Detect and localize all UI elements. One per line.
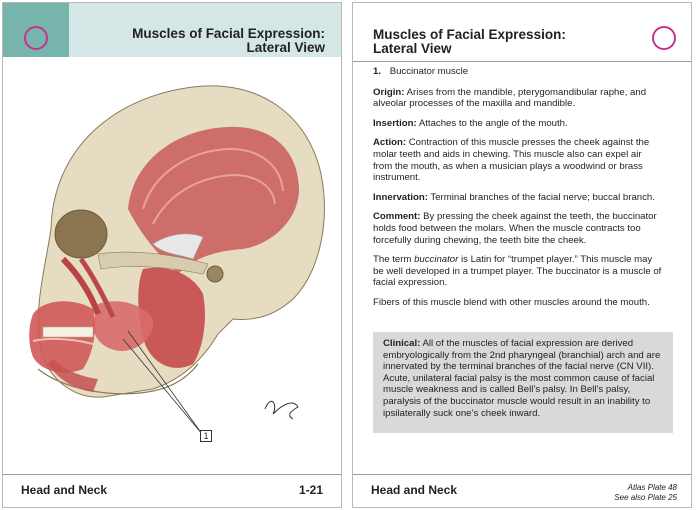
front-title-line2: Lateral View bbox=[246, 40, 325, 55]
back-title-line2: Lateral View bbox=[373, 41, 452, 56]
front-title bbox=[132, 27, 325, 55]
back-footer-section: Head and Neck bbox=[371, 483, 458, 497]
footer-rule bbox=[3, 474, 341, 475]
clinical-box bbox=[373, 332, 673, 433]
orbit bbox=[55, 210, 107, 258]
front-footer-section: Head and Neck bbox=[21, 483, 108, 497]
description-body bbox=[373, 66, 663, 317]
front-card-number: 1-21 bbox=[298, 483, 323, 497]
latin-word: buccinator bbox=[414, 254, 459, 266]
latin-post: is Latin for “trumpet player.” This muscle may be well developed in a trumpet player. The buccinator is a muscle of facial expression. bbox=[373, 254, 662, 289]
insertion-label: Insertion: bbox=[373, 117, 417, 129]
innervation-label: Innervation: bbox=[373, 191, 428, 203]
action-paragraph bbox=[373, 137, 663, 183]
header-rule bbox=[353, 61, 691, 62]
muscle-number: 1. bbox=[373, 66, 382, 77]
back-title bbox=[373, 28, 566, 56]
comment-paragraph bbox=[373, 211, 663, 246]
innervation-paragraph bbox=[373, 192, 663, 204]
circle-marker-icon bbox=[652, 26, 676, 50]
latin-paragraph bbox=[373, 254, 663, 289]
clinical-text: All of the muscles of facial expression are derived embryologically from the 2nd pharyngeal (branchial) arch and are innervated by the terminal branches of the facial nerve (CN VII). Acute, unilateral facial palsy is the most common cause of facial muscle weakness and is called Bell’s palsy. In Bell’s palsy, paralysis of the buccinator muscle would result in an inability to ipsilaterally suck one’s cheek inward. bbox=[383, 338, 661, 419]
action-text: Contraction of this muscle presses the cheek against the molar teeth and aids in chewing. This muscle also can expel air from the mouth, as when a musician plays a woodwind or brass instrument. bbox=[373, 137, 650, 184]
comment-text: By pressing the cheek against the teeth, the buccinator holds food between the molars. When the muscle contracts too forcefully during chewing, the teeth bite the cheek. bbox=[373, 211, 657, 246]
fibers-paragraph: Fibers of this muscle blend with other muscles around the mouth. bbox=[373, 296, 650, 308]
callout-label: 1 bbox=[200, 430, 212, 442]
front-title-line1: Muscles of Facial Expression: bbox=[132, 26, 325, 41]
circle-marker-icon bbox=[24, 26, 48, 50]
footer-rule bbox=[353, 474, 691, 475]
back-card bbox=[352, 2, 692, 508]
back-title-line1: Muscles of Facial Expression: bbox=[373, 27, 566, 42]
skull-muscle-illustration bbox=[3, 59, 341, 471]
artist-signature bbox=[265, 401, 298, 419]
origin-label: Origin: bbox=[373, 86, 405, 98]
origin-paragraph bbox=[373, 87, 663, 110]
insertion-paragraph bbox=[373, 118, 663, 130]
see-also-plate: See also Plate 25 bbox=[614, 493, 677, 502]
innervation-text: Terminal branches of the facial nerve; buccal branch. bbox=[430, 191, 655, 203]
comment-label: Comment: bbox=[373, 211, 421, 223]
front-header bbox=[3, 3, 341, 57]
action-label: Action: bbox=[373, 137, 407, 149]
front-card bbox=[2, 2, 342, 508]
clinical-label: Clinical: bbox=[383, 338, 421, 349]
origin-text: Arises from the mandible, pterygomandibular raphe, and alveolar processes of the maxilla and mandible. bbox=[373, 86, 647, 110]
plate-reference bbox=[614, 483, 677, 503]
muscle-name: Buccinator muscle bbox=[389, 66, 469, 77]
muscle-heading bbox=[373, 66, 663, 78]
latin-pre: The term bbox=[373, 254, 415, 266]
atlas-plate: Atlas Plate 48 bbox=[627, 483, 677, 492]
insertion-text: Attaches to the angle of the mouth. bbox=[418, 117, 568, 129]
